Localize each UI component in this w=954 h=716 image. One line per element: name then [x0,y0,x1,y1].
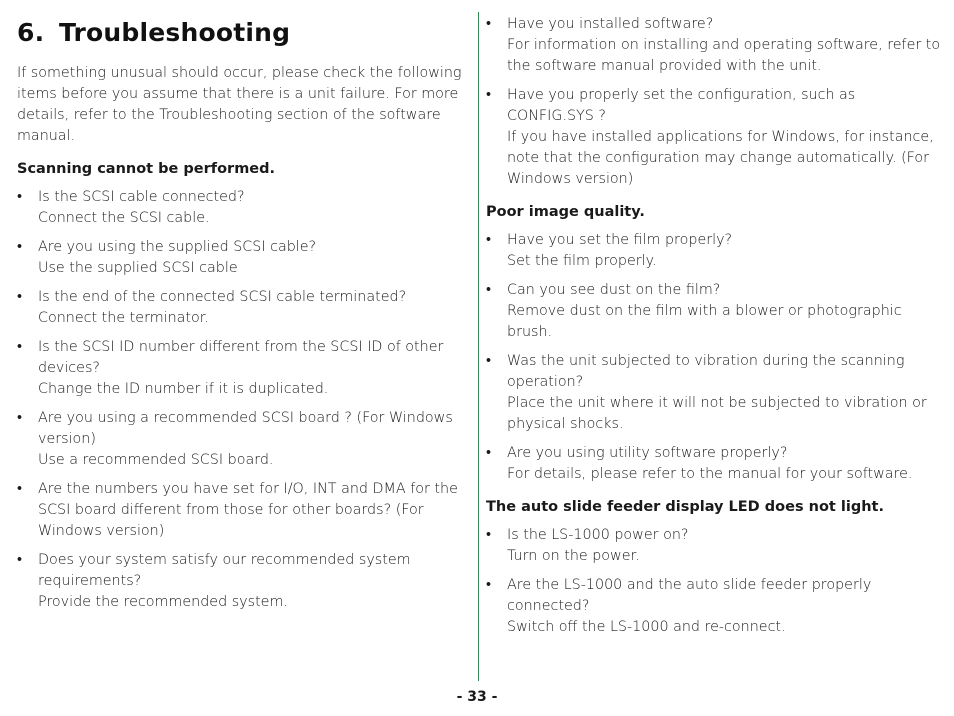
bullet-icon: • [486,445,492,461]
column-divider [478,12,479,681]
bullet-icon: • [17,289,23,305]
right-column [486,14,941,646]
list-item: • Is the end of the connected SCSI cable terminated? Connect the terminator. [17,289,407,326]
bullet-icon: • [17,189,23,205]
left-column [17,0,465,621]
list-item: • Is the SCSI ID number different from the SCSI ID of other devices? Change the ID number if it is duplicated. [17,339,444,397]
section-title-text: Troubleshooting [59,18,291,47]
bullet-icon: • [486,577,492,593]
list-led [486,525,941,638]
list-item: • Are you using the supplied SCSI cable? Use the supplied SCSI cable [17,239,317,276]
bullet-icon: • [486,87,492,103]
list-item: • Have you installed software? For information on installing and operating software, refer to the software manual provided with the unit. [486,16,941,74]
section-title [17,18,465,47]
heading-image-quality: Poor image quality. [486,204,645,220]
list-item: • Does your system satisfy our recommended system requirements? Provide the recommended system. [17,552,411,610]
heading-scanning: Scanning cannot be performed. [17,161,276,177]
bullet-icon: • [486,16,492,32]
bullet-icon: • [486,527,492,543]
bullet-icon: • [17,552,23,568]
bullet-icon: • [486,353,492,369]
list-item: • Is the LS-1000 power on? Turn on the power. [486,527,689,564]
bullet-icon: • [17,410,23,426]
list-item: • Are you using utility software properly? For details, please refer to the manual for your software. [486,445,913,482]
list-software [486,14,941,190]
bullet-icon: • [17,481,23,497]
list-image-quality [486,230,941,485]
list-item: • Have you set the film properly? Set the film properly. [486,232,733,269]
bullet-icon: • [17,339,23,355]
page-number: - 33 - [456,689,498,705]
list-item: • Is the SCSI cable connected? Connect the SCSI cable. [17,189,245,226]
heading-led: The auto slide feeder display LED does not light. [486,499,884,515]
bullet-icon: • [17,239,23,255]
list-item: • Was the unit subjected to vibration during the scanning operation? Place the unit where it will not be subjected to vibration or physical shocks. [486,353,927,432]
list-item: • Can you see dust on the film? Remove dust on the film with a blower or photographic brush. [486,282,902,340]
list-item: • Have you properly set the configuration, such as CONFIG.SYS ? If you have installed applications for Windows, for instance, note that the configuration may change automatically. (For Windows version) [486,87,934,187]
list-item: • Are the numbers you have set for I/O, INT and DMA for the SCSI board different from those for other boards? (For Windows version) [17,481,458,539]
intro-paragraph: If something unusual should occur, please check the following items before you assume that there is a unit failure. For more details, refer to the Troubleshooting section of the software manual. [17,65,462,144]
bullet-icon: • [486,282,492,298]
section-number: 6. [17,18,45,47]
list-scanning [17,187,465,613]
list-item: • Are the LS-1000 and the auto slide feeder properly connected? Switch off the LS-1000 and re-connect. [486,577,872,635]
bullet-icon: • [486,232,492,248]
list-item: • Are you using a recommended SCSI board ? (For Windows version) Use a recommended SCSI board. [17,410,453,468]
